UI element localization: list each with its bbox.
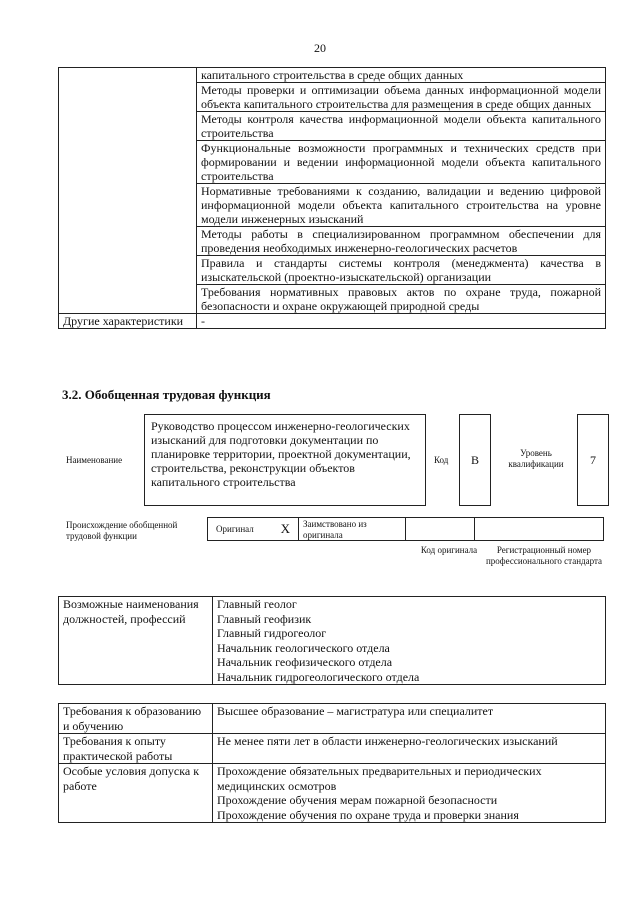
- code-label: Код: [434, 455, 449, 465]
- empty-label-cell: [59, 68, 197, 314]
- position-item: Главный геолог: [217, 597, 297, 611]
- special-conditions-label: Особые условия допуска к работе: [59, 764, 213, 823]
- knowledge-item: Функциональные возможности программных и технических средств при формировании и ведении информационной модели объекта капитального строительства: [197, 141, 606, 184]
- original-mark: X: [280, 521, 290, 536]
- special-condition-item: Прохождение обучения мерам пожарной безопасности: [217, 793, 498, 807]
- qualification-level-label: Уровень квалификации: [508, 448, 564, 469]
- other-characteristics-label: Другие характеристики: [59, 314, 197, 329]
- knowledge-item: Нормативные требованиями к созданию, валидации и ведению цифровой информационной модели объекта капитального строительства на уровне модели инженерных изысканий: [197, 184, 606, 227]
- borrowed-cell: Заимствовано из оригинала: [298, 517, 406, 541]
- positions-table: [58, 596, 606, 685]
- knowledge-item: Правила и стандарты системы контроля (менеджмента) качества в изыскательской (проектно-изыскательской) организации: [197, 256, 606, 285]
- special-condition-item: Прохождение обязательных предварительных и периодических медицинских осмотров: [217, 764, 542, 793]
- original-label: Оригинал: [216, 523, 254, 534]
- education-value: Высшее образование – магистратура или специалитет: [213, 704, 606, 734]
- knowledge-item: Методы работы в специализированном программном обеспечении для проведения необходимых инженерно-геологических расчетов: [197, 227, 606, 256]
- knowledge-item: капитального строительства в среде общих данных: [197, 68, 606, 83]
- knowledge-item: Требования нормативных правовых актов по охране труда, пожарной безопасности и охране окружающей природной среды: [197, 285, 606, 314]
- page-number: 20: [314, 41, 326, 55]
- registration-number-cell: [474, 517, 604, 541]
- special-conditions-list: [213, 764, 606, 823]
- function-name-box: Руководство процессом инженерно-геологических изысканий для подготовки документации по планировке территории, проектной документации, строительства, реконструкции объектов капитального строительства: [144, 414, 426, 506]
- name-label: Наименование: [66, 455, 123, 465]
- origin-label: Происхождение обобщенной трудовой функции: [66, 520, 178, 541]
- origin-row: [208, 517, 606, 541]
- original-code-cell: [405, 517, 475, 541]
- position-item: Начальник геофизического отдела: [217, 655, 393, 669]
- original-cell: [207, 517, 299, 541]
- positions-list: [213, 597, 606, 685]
- registration-number-caption: Регистрационный номер профессионального стандарта: [485, 545, 603, 566]
- position-item: Начальник геологического отдела: [217, 640, 390, 655]
- requirements-table: [58, 703, 606, 823]
- position-item: Главный гидрогеолог: [217, 626, 327, 640]
- experience-value: Не менее пяти лет в области инженерно-геологических изысканий: [213, 734, 606, 764]
- knowledge-item: Методы контроля качества информационной модели объекта капитального строительства: [197, 112, 606, 141]
- knowledge-item: Методы проверки и оптимизации объема данных информационной модели объекта капитального строительства для размещения в среде общих данных: [197, 83, 606, 112]
- qualification-level-box: 7: [577, 414, 609, 506]
- code-value-box: B: [459, 414, 491, 506]
- section-title: 3.2. Обобщенная трудовая функция: [62, 387, 271, 402]
- education-label: Требования к образованию и обучению: [59, 704, 213, 734]
- experience-label: Требования к опыту практической работы: [59, 734, 213, 764]
- other-characteristics-value: -: [197, 314, 606, 329]
- positions-label: Возможные наименования должностей, профессий: [59, 597, 213, 685]
- code-original-caption: Код оригинала: [420, 545, 478, 555]
- knowledge-table: [58, 67, 606, 329]
- position-item: Главный геофизик: [217, 611, 312, 626]
- special-condition-item: Прохождение обучения по охране труда и проверки знания: [217, 807, 519, 822]
- position-item: Начальник гидрогеологического отдела: [217, 669, 420, 684]
